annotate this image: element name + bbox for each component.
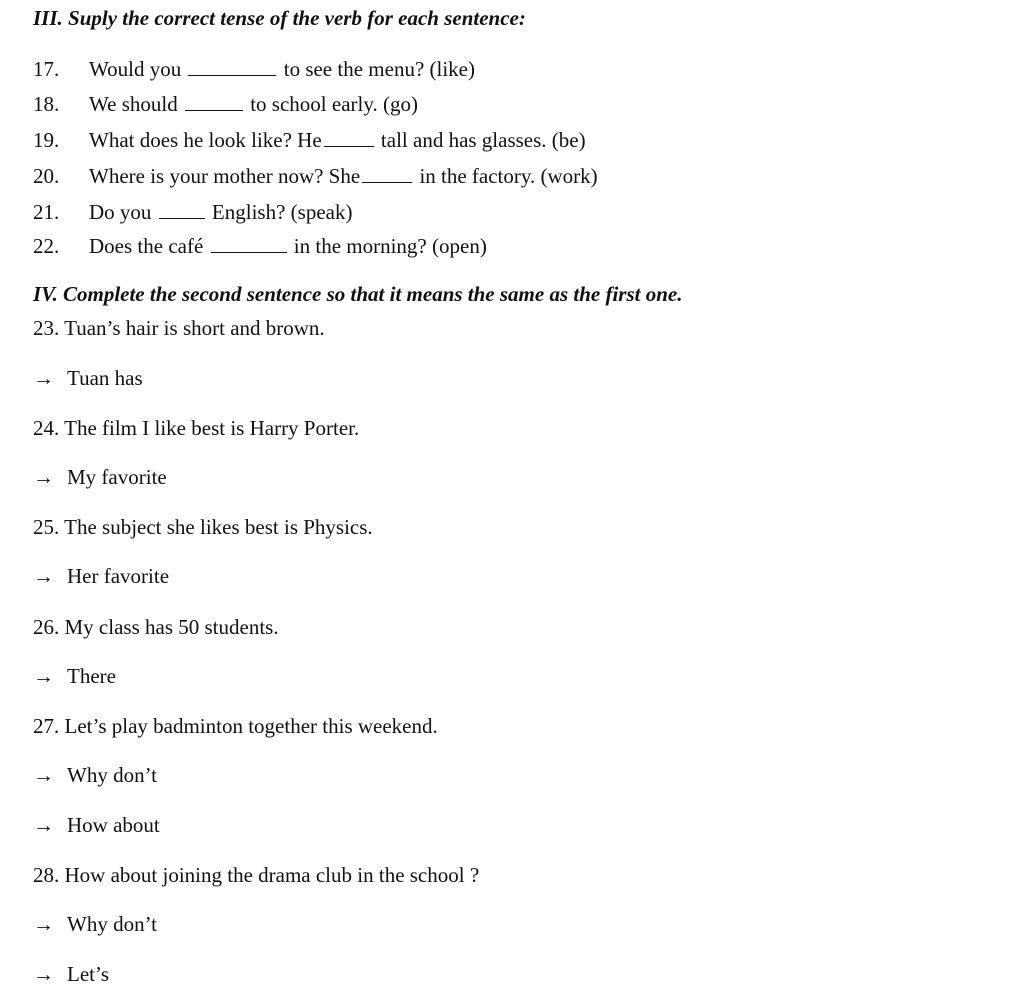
answer-blank[interactable] — [159, 217, 205, 219]
question-27: 27. Let’s play badminton together this weekend. — [33, 714, 438, 738]
answer-prompt: Let’s — [67, 962, 109, 986]
answer-line-26[interactable] — [33, 666, 116, 687]
section-3-heading: III. Suply the correct tense of the verb for each sentence: — [33, 6, 526, 30]
answer-line-28b[interactable] — [33, 964, 109, 985]
question-number: 17. — [33, 57, 60, 81]
answer-prompt: My favorite — [67, 465, 167, 489]
question-text-after: English? (speak) — [211, 200, 353, 224]
answer-line-23[interactable] — [33, 368, 143, 389]
answer-prompt: Her favorite — [67, 564, 170, 588]
answer-prompt: Why don’t — [67, 763, 158, 787]
question-text-after: in the morning? (open) — [293, 234, 487, 258]
answer-prompt: How about — [67, 813, 160, 837]
arrow-icon: → — [33, 763, 54, 787]
question-19 — [33, 130, 586, 151]
question-text-after: to school early. (go) — [250, 92, 418, 116]
question-text-before: What does he look like? He — [89, 128, 322, 152]
answer-prompt: Why don’t — [67, 912, 158, 936]
question-23: 23. Tuan’s hair is short and brown. — [33, 316, 325, 340]
answer-prompt: Tuan has — [67, 366, 143, 390]
arrow-icon: → — [33, 366, 54, 390]
answer-blank[interactable] — [185, 109, 243, 111]
question-24: 24. The film I like best is Harry Porter. — [33, 416, 360, 440]
question-21 — [33, 202, 352, 223]
answer-line-27a[interactable] — [33, 765, 157, 786]
answer-line-27b[interactable] — [33, 815, 160, 836]
answer-blank[interactable] — [324, 145, 374, 147]
question-22 — [33, 236, 487, 257]
arrow-icon: → — [33, 664, 54, 688]
answer-prompt: There — [67, 664, 116, 688]
question-25: 25. The subject she likes best is Physics. — [33, 515, 373, 539]
question-text-before: Where is your mother now? She — [89, 164, 361, 188]
answer-blank[interactable] — [211, 251, 287, 253]
question-26: 26. My class has 50 students. — [33, 615, 279, 639]
answer-blank[interactable] — [188, 74, 276, 76]
question-text-before: Do you — [89, 200, 152, 224]
arrow-icon: → — [33, 813, 54, 837]
question-text-after: in the factory. (work) — [419, 164, 598, 188]
question-text-before: Does the café — [89, 234, 204, 258]
question-18 — [33, 94, 418, 115]
question-28: 28. How about joining the drama club in the school ? — [33, 863, 480, 887]
question-17 — [33, 59, 475, 80]
arrow-icon: → — [33, 912, 54, 936]
answer-line-24[interactable] — [33, 467, 167, 488]
question-text-after: tall and has glasses. (be) — [380, 128, 586, 152]
arrow-icon: → — [33, 564, 54, 588]
answer-line-25[interactable] — [33, 566, 169, 587]
question-number: 18. — [33, 92, 60, 116]
question-number: 20. — [33, 164, 60, 188]
question-text-before: Would you — [89, 57, 182, 81]
arrow-icon: → — [33, 962, 54, 986]
question-text-before: We should — [89, 92, 178, 116]
arrow-icon: → — [33, 465, 54, 489]
section-4-heading: IV. Complete the second sentence so that it means the same as the first one. — [33, 282, 683, 306]
answer-blank[interactable] — [362, 181, 412, 183]
question-number: 19. — [33, 128, 60, 152]
question-number: 21. — [33, 200, 60, 224]
question-number: 22. — [33, 234, 60, 258]
question-text-after: to see the menu? (like) — [283, 57, 475, 81]
answer-line-28a[interactable] — [33, 914, 157, 935]
question-20 — [33, 166, 598, 187]
